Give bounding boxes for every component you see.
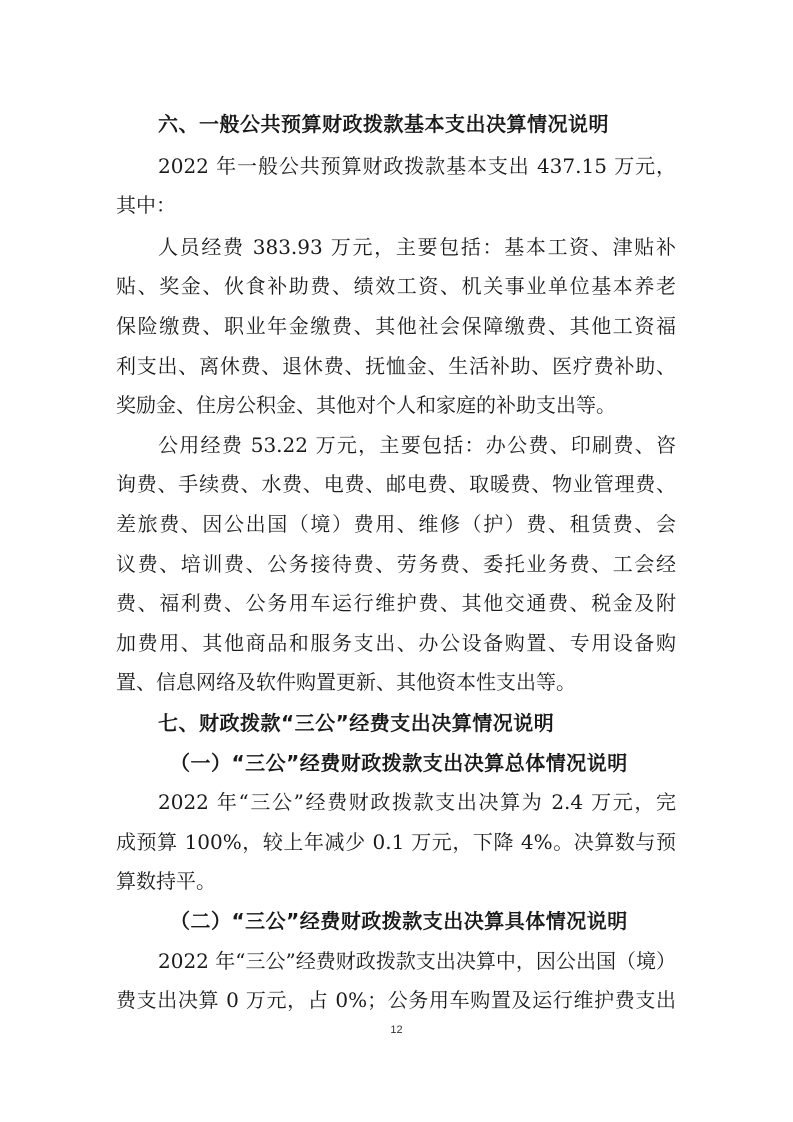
- sub1-line-1: 2022 年“三公”经费财政拨款支出决算为 2.4 万元，完: [158, 790, 676, 814]
- section7-heading: 七、财政拨款“三公”经费支出决算情况说明: [158, 711, 555, 735]
- public-line-4: 议费、培训费、公务接待费、劳务费、委托业务费、工会经: [116, 552, 676, 576]
- personnel-line-3: 保险缴费、职业年金缴费、其他社会保障缴费、其他工资福: [116, 314, 676, 338]
- section6-heading: 六、一般公共预算财政拨款基本支出决算情况说明: [158, 112, 609, 136]
- section6-intro-line-1: 2022 年一般公共预算财政拨款基本支出 437.15 万元，: [158, 154, 676, 178]
- public-line-7: 置、信息网络及软件购置更新、其他资本性支出等。: [116, 670, 576, 694]
- sub1-line-2: 成预算 100%，较上年减少 0.1 万元，下降 4%。决算数与预: [116, 830, 676, 854]
- personnel-line-2: 贴、奖金、伙食补助费、绩效工资、机关事业单位基本养老: [116, 274, 676, 298]
- sub1-line-3: 算数持平。: [116, 869, 216, 893]
- public-line-1: 公用经费 53.22 万元，主要包括：办公费、印刷费、咨: [158, 433, 676, 457]
- public-line-3: 差旅费、因公出国（境）费用、维修（护）费、租赁费、会: [116, 512, 676, 536]
- public-line-5: 费、福利费、公务用车运行维护费、其他交通费、税金及附: [116, 591, 676, 615]
- page-number: 12: [390, 1024, 403, 1036]
- personnel-line-1: 人员经费 383.93 万元，主要包括：基本工资、津贴补: [158, 235, 676, 259]
- section7-sub2-heading: （二）“三公”经费财政拨款支出决算具体情况说明: [170, 909, 628, 933]
- section6-intro-line-2: 其中：: [116, 193, 176, 217]
- section7-sub1-heading: （一）“三公”经费财政拨款支出决算总体情况说明: [170, 751, 628, 775]
- personnel-line-4: 利支出、离休费、退休费、抚恤金、生活补助、医疗费补助、: [116, 354, 676, 378]
- public-line-2: 询费、手续费、水费、电费、邮电费、取暖费、物业管理费、: [116, 472, 676, 496]
- sub2-line-2: 费支出决算 0 万元，占 0%；公务用车购置及运行维护费支出: [116, 988, 676, 1012]
- personnel-line-5: 奖励金、住房公积金、其他对个人和家庭的补助支出等。: [116, 393, 616, 417]
- sub2-line-1: 2022 年“三公”经费财政拨款支出决算中，因公出国（境）: [158, 949, 676, 973]
- public-line-6: 加费用、其他商品和服务支出、办公设备购置、专用设备购: [116, 631, 676, 655]
